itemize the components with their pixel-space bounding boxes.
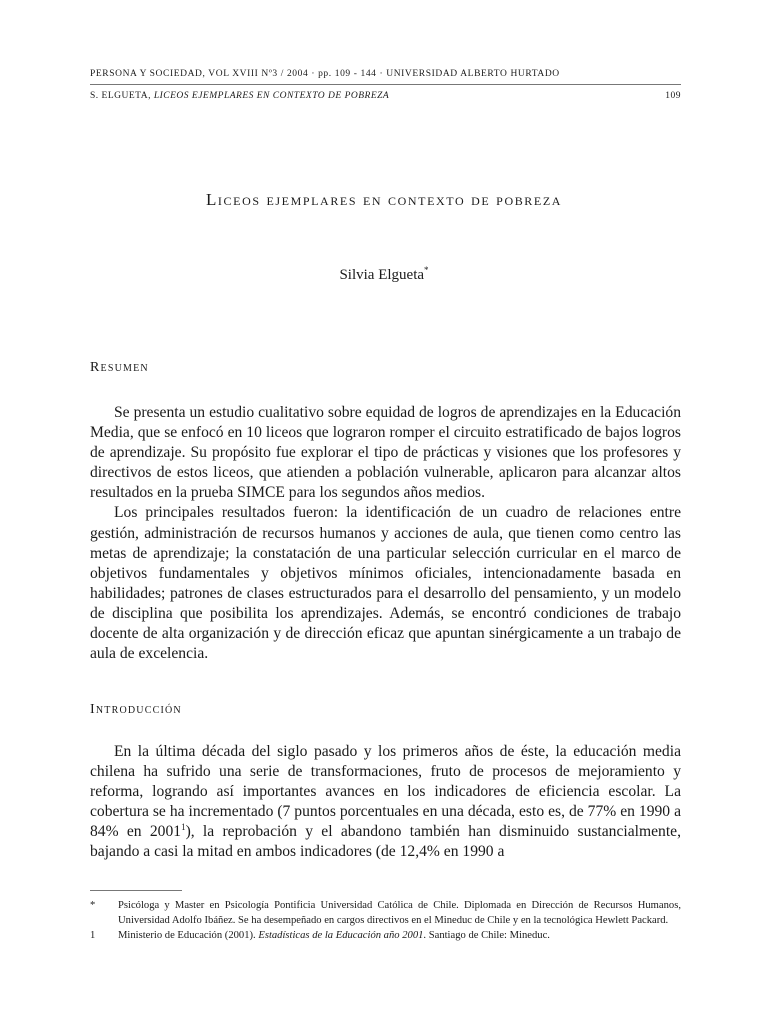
intro-text-part-2: ), la reprobación y el abandono también han disminuido sustancialmente, bajando a casi la mitad en ambos indicadores (de 12,4% en 1990 a [90, 823, 681, 861]
page-number: 109 [665, 91, 681, 101]
abstract-heading: Resumen [90, 360, 149, 375]
footnote-text: Psicóloga y Master en Psicología Pontificia Universidad Católica de Chile. Diplomada en Dirección de Recursos Humanos, Universidad Adolfo Ibáñez. Se ha desempeñado en cargos directivos en el Mineduc de Chile y en la tecnológica Hewlett Packard. [118, 900, 681, 926]
running-author: S. ELGUETA, [90, 91, 154, 101]
footnote-rule [90, 890, 182, 891]
footnotes [90, 898, 681, 943]
footnote-mark: 1 [90, 930, 96, 941]
footnote-source-title: Estadísticas de la Educación año 2001 [258, 930, 424, 941]
running-header [90, 91, 681, 101]
introduction-paragraph-1 [90, 742, 681, 863]
author-name: Silvia Elgueta [339, 267, 425, 283]
abstract-body [90, 403, 681, 664]
introduction-body [90, 742, 681, 863]
footnote-reference-1: 1 [181, 822, 186, 833]
footnote-text: Ministerio de Educación (2001). [118, 930, 259, 941]
introduction-heading: Introducción [90, 702, 182, 717]
header-rule [90, 84, 681, 85]
author-footnote-mark: * [424, 265, 429, 275]
abstract-paragraph-2: Los principales resultados fueron: la identificación de un cuadro de relaciones entre gestión, administración de recursos humanos y acciones de aula, que tienen como centro las metas de aprendizaje; la constatación de una particular selección curricular en el marco de objetivos fundamentales y objetivos mínimos oficiales, intencionadamente basada en habilidades; patrones de clases estructurados para el desarrollo del pensamiento, y un modelo de disciplina que posibilita los aprendizajes. Además, se encontró condiciones de trabajo docente de alta organización y de dirección eficaz que apuntan sinérgicamente a un trabajo de aula de excelencia. [90, 504, 681, 663]
footnote-1 [90, 928, 681, 943]
footnote-author [90, 898, 681, 928]
footnote-mark: * [90, 900, 96, 911]
journal-citation-line: PERSONA Y SOCIEDAD, VOL XVIII Nº3 / 2004 · pp. 109 - 144 · UNIVERSIDAD ALBERTO HURTADO [90, 69, 560, 79]
article-author [0, 265, 768, 284]
intro-text-part-1: En la última década del siglo pasado y los primeros años de éste, la educación media chilena ha sufrido una serie de transformaciones, fruto de procesos de mejoramiento y reforma, logrando así importantes avances en los indicadores de eficiencia escolar. La cobertura se ha incrementado (7 puntos porcentuales en una década, esto es, de 77% en 1990 a 84% en 2001 [90, 743, 681, 841]
abstract-paragraph-1: Se presenta un estudio cualitativo sobre equidad de logros de aprendizajes en la Educación Media, que se enfocó en 10 liceos que lograron romper el circuito estratificado de bajos logros de aprendizaje. Su propósito fue explorar el tipo de prácticas y visiones que los profesores y directivos de estos liceos, que atienden a población vulnerable, aplicaron para alcanzar altos resultados en la prueba SIMCE para los segundos años medios. [90, 404, 681, 502]
article-title: Liceos ejemplares en contexto de pobreza [205, 190, 563, 209]
running-title: LICEOS EJEMPLARES EN CONTEXTO DE POBREZA [153, 91, 390, 101]
footnote-text-end: . Santiago de Chile: Mineduc. [423, 930, 550, 941]
